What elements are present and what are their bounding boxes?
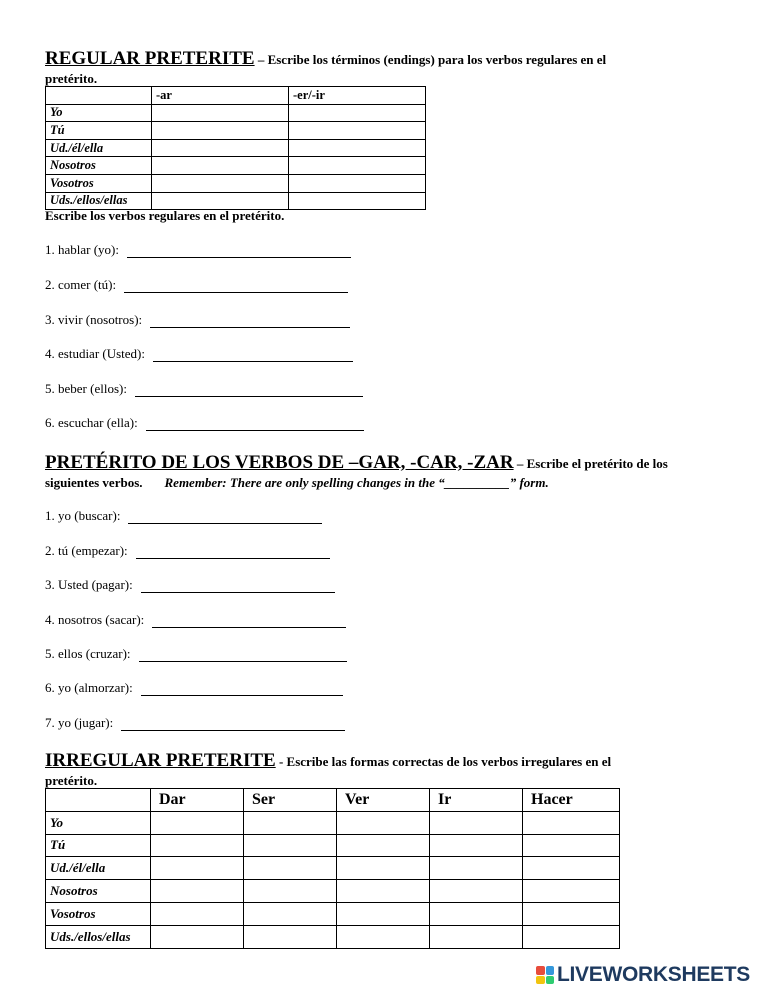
- section-regular-header: [45, 48, 735, 88]
- brand-name: LIVEWORKSHEETS: [557, 963, 750, 986]
- answer-cell[interactable]: [151, 857, 244, 880]
- section-instruction-end: .: [93, 772, 98, 788]
- answer-cell[interactable]: [289, 139, 426, 157]
- answer-cell[interactable]: [523, 925, 620, 948]
- answer-blank[interactable]: [135, 385, 363, 397]
- answer-cell[interactable]: [337, 902, 430, 925]
- answer-cell[interactable]: [430, 834, 523, 857]
- item-prompt: 6. escuchar (ella):: [45, 415, 138, 430]
- table-row: [46, 925, 620, 948]
- answer-cell[interactable]: [244, 811, 337, 834]
- table-header-cell: -er/-ir: [289, 87, 426, 105]
- pronoun-cell: Uds./ellos/ellas: [46, 192, 152, 210]
- answer-cell[interactable]: [152, 174, 289, 192]
- answer-blank[interactable]: [136, 547, 330, 559]
- exercise-item: [45, 612, 346, 628]
- exercise-item: [45, 312, 350, 328]
- answer-blank[interactable]: [150, 316, 350, 328]
- answer-blank[interactable]: [128, 512, 322, 524]
- table-header-cell: [46, 87, 152, 105]
- answer-cell[interactable]: [337, 811, 430, 834]
- section-spelling-header: [45, 452, 745, 492]
- answer-blank[interactable]: [153, 350, 353, 362]
- table-header-row: [46, 87, 426, 105]
- table-row: [46, 902, 620, 925]
- logo-square: [536, 976, 545, 985]
- pronoun-cell: Ud./él/ella: [46, 139, 152, 157]
- answer-cell[interactable]: [151, 925, 244, 948]
- answer-cell[interactable]: [151, 902, 244, 925]
- section-instruction-cont: siguientes verbos.: [45, 474, 143, 490]
- subinstruction: Escribe los verbos regulares en el pretérito.: [45, 208, 285, 223]
- table-row: [46, 139, 426, 157]
- item-prompt: 5. beber (ellos):: [45, 381, 127, 396]
- answer-cell[interactable]: [289, 104, 426, 122]
- table-row: [46, 857, 620, 880]
- table-header-cell: Ser: [244, 789, 337, 812]
- answer-blank[interactable]: [127, 246, 351, 258]
- answer-cell[interactable]: [337, 857, 430, 880]
- liveworksheets-logo-icon: [536, 966, 554, 984]
- table-header-cell: Hacer: [523, 789, 620, 812]
- table-row: [46, 174, 426, 192]
- table-row: [46, 811, 620, 834]
- exercise-item: [45, 508, 322, 524]
- irregular-preterite-table: [45, 788, 620, 949]
- exercise-item: [45, 346, 353, 362]
- section-instruction: - Escribe las formas correctas de los verbos irregulares: [275, 754, 586, 769]
- item-prompt: 1. yo (buscar):: [45, 508, 121, 523]
- answer-cell[interactable]: [289, 157, 426, 175]
- table-header-row: [46, 789, 620, 812]
- exercise-item: [45, 242, 351, 258]
- answer-cell[interactable]: [430, 857, 523, 880]
- answer-cell[interactable]: [289, 192, 426, 210]
- pronoun-cell: Nosotros: [46, 880, 151, 903]
- answer-cell[interactable]: [523, 811, 620, 834]
- section-instruction-cont: pretérito: [45, 772, 94, 788]
- answer-cell[interactable]: [523, 902, 620, 925]
- item-prompt: 4. estudiar (Usted):: [45, 346, 146, 361]
- answer-cell[interactable]: [152, 104, 289, 122]
- answer-cell[interactable]: [430, 880, 523, 903]
- answer-cell[interactable]: [337, 880, 430, 903]
- table-row: [46, 104, 426, 122]
- answer-cell[interactable]: [152, 139, 289, 157]
- pronoun-cell: Ud./él/ella: [46, 857, 151, 880]
- pronoun-cell: Tú: [46, 834, 151, 857]
- exercise-item: [45, 577, 335, 593]
- table-header-cell: Ver: [337, 789, 430, 812]
- exercise-item: [45, 381, 363, 397]
- answer-cell[interactable]: [289, 122, 426, 140]
- item-prompt: 3. vivir (nosotros):: [45, 312, 143, 327]
- answer-cell[interactable]: [430, 811, 523, 834]
- table-row: [46, 880, 620, 903]
- answer-cell[interactable]: [244, 902, 337, 925]
- section-instruction-italic: en el: [585, 754, 612, 769]
- exercise-item: [45, 715, 345, 731]
- pronoun-cell: Nosotros: [46, 157, 152, 175]
- exercise-item: [45, 646, 347, 662]
- answer-blank[interactable]: [141, 684, 343, 696]
- item-prompt: 2. comer (tú):: [45, 277, 117, 292]
- answer-cell[interactable]: [244, 857, 337, 880]
- item-prompt: 2. tú (empezar):: [45, 543, 128, 558]
- answer-cell[interactable]: [152, 157, 289, 175]
- answer-cell[interactable]: [523, 834, 620, 857]
- liveworksheets-brand[interactable]: [536, 963, 750, 987]
- exercise-item: [45, 415, 364, 431]
- item-prompt: 7. yo (jugar):: [45, 715, 114, 730]
- answer-cell[interactable]: [151, 880, 244, 903]
- table-row: [46, 122, 426, 140]
- pronoun-cell: Yo: [46, 811, 151, 834]
- section-irregular-header: [45, 750, 735, 790]
- answer-cell[interactable]: [430, 902, 523, 925]
- remember-note: Remember: There are only spelling changes in the “__________” form.: [164, 474, 549, 490]
- logo-square: [546, 976, 555, 985]
- section-instruction: – Escribe el pretérito de los: [513, 456, 668, 471]
- answer-blank[interactable]: [124, 281, 348, 293]
- section-instruction: – Escribe los términos (endings) para los verbos regulares en el: [254, 52, 607, 67]
- section-instruction-cont: pretérito.: [45, 70, 98, 86]
- answer-cell[interactable]: [151, 834, 244, 857]
- answer-cell[interactable]: [289, 174, 426, 192]
- pronoun-cell: Tú: [46, 122, 152, 140]
- item-prompt: 1. hablar (yo):: [45, 242, 120, 257]
- section-title: REGULAR PRETERITE: [45, 48, 255, 69]
- answer-blank[interactable]: [146, 419, 364, 431]
- section-title: IRREGULAR PRETERITE: [45, 750, 276, 771]
- answer-blank[interactable]: [141, 581, 335, 593]
- answer-cell[interactable]: [244, 834, 337, 857]
- answer-blank[interactable]: [152, 616, 346, 628]
- pronoun-cell: Vosotros: [46, 174, 152, 192]
- answer-cell[interactable]: [523, 880, 620, 903]
- answer-cell[interactable]: [337, 834, 430, 857]
- exercise-item: [45, 680, 343, 696]
- answer-cell[interactable]: [523, 857, 620, 880]
- answer-cell[interactable]: [430, 925, 523, 948]
- logo-square: [546, 966, 555, 975]
- answer-cell[interactable]: [151, 811, 244, 834]
- regular-endings-table: [45, 86, 426, 210]
- answer-cell[interactable]: [152, 122, 289, 140]
- pronoun-cell: Yo: [46, 104, 152, 122]
- pronoun-cell: Uds./ellos/ellas: [46, 925, 151, 948]
- answer-cell[interactable]: [244, 925, 337, 948]
- table-header-cell: Ir: [430, 789, 523, 812]
- table-row: [46, 157, 426, 175]
- answer-cell[interactable]: [244, 880, 337, 903]
- item-prompt: 3. Usted (pagar):: [45, 577, 133, 592]
- answer-blank[interactable]: [121, 719, 345, 731]
- item-prompt: 6. yo (almorzar):: [45, 680, 133, 695]
- table-header-cell: [46, 789, 151, 812]
- answer-blank[interactable]: [139, 650, 347, 662]
- section-title: PRETÉRITO DE LOS VERBOS DE –GAR, -CAR, -ZAR: [45, 452, 514, 473]
- pronoun-cell: Vosotros: [46, 902, 151, 925]
- item-prompt: 5. ellos (cruzar):: [45, 646, 131, 661]
- table-row: [46, 834, 620, 857]
- table-header-cell: Dar: [151, 789, 244, 812]
- exercise-item: [45, 543, 330, 559]
- answer-cell[interactable]: [337, 925, 430, 948]
- exercise-item: [45, 277, 348, 293]
- item-prompt: 4. nosotros (sacar):: [45, 612, 145, 627]
- logo-square: [536, 966, 545, 975]
- table-header-cell: -ar: [152, 87, 289, 105]
